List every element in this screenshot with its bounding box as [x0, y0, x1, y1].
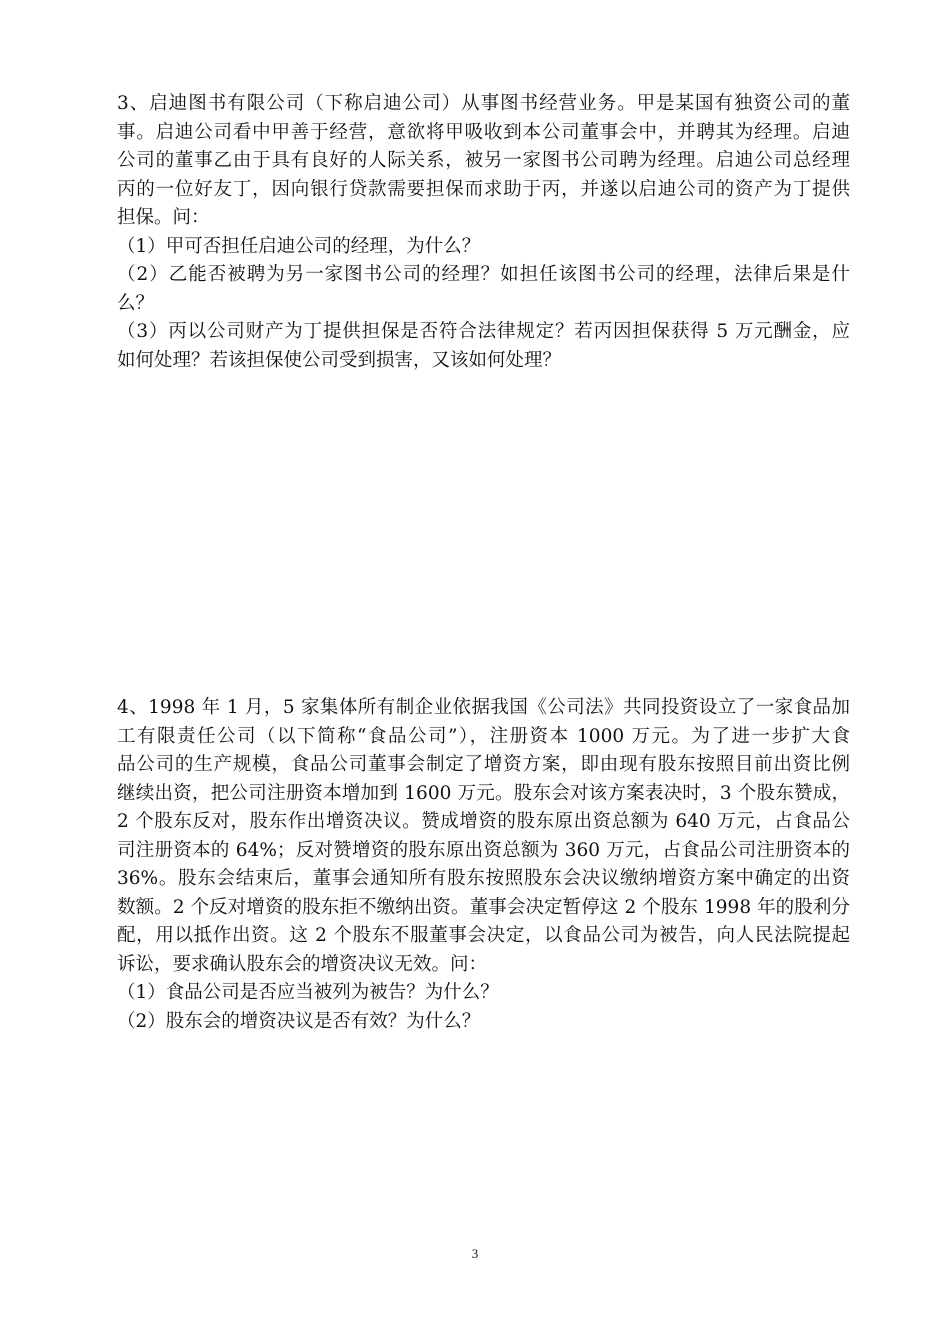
question-4-subquestions: [117, 979, 850, 1036]
text-line: 担保。问：: [117, 207, 210, 228]
text-line: 丙的一位好友丁，因向银行贷款需要担保而求助于丙，并遂以启迪公司的资产为丁提供: [117, 178, 850, 200]
text-line: 工有限责任公司（以下简称“食品公司”），注册资本 1000 万元。为了进一步扩大食: [117, 725, 850, 747]
question-4: [117, 694, 850, 1036]
question-3-subquestions: [117, 233, 850, 376]
question-4-body: [117, 694, 850, 979]
text-line: 事。启迪公司看中甲善于经营，意欲将甲吸收到本公司董事会中，并聘其为经理。启迪: [117, 121, 850, 143]
text-line: 诉讼，要求确认股东会的增资决议无效。问：: [117, 953, 488, 975]
question-3-body: [117, 90, 850, 233]
text-line: 继续出资，把公司注册资本增加到 1600 万元。股东会对该方案表决时，3 个股东赞成，: [117, 782, 850, 804]
subquestion-line: （3）丙以公司财产为丁提供担保是否符合法律规定？若丙因担保获得 5 万元酬金，应: [117, 321, 850, 342]
text-line: 36%。股东会结束后，董事会通知所有股东按照股东会决议缴纳增资方案中确定的出资: [117, 868, 850, 889]
subquestion-line: （1）甲可否担任启迪公司的经理，为什么？: [117, 235, 481, 257]
text-line: 3、启迪图书有限公司（下称启迪公司）从事图书经营业务。甲是某国有独资公司的董: [117, 93, 850, 114]
page-number: 3: [471, 1246, 479, 1261]
subquestion-line: 么？: [117, 292, 155, 314]
subquestion-line: （2）乙能否被聘为另一家图书公司的经理？如担任该图书公司的经理，法律后果是什: [117, 264, 850, 285]
subquestion-line: （1）食品公司是否应当被列为被告？为什么？: [117, 982, 499, 1003]
text-line: 品公司的生产规模，食品公司董事会制定了增资方案，即由现有股东按照目前出资比例: [117, 754, 850, 775]
text-line: 司注册资本的 64%；反对赞增资的股东原出资总额为 360 万元，占食品公司注册资本的: [117, 839, 850, 861]
text-line: 配，用以抵作出资。这 2 个股东不服董事会决定，以食品公司为被告，向人民法院提起: [117, 925, 850, 946]
text-line: 公司的董事乙由于具有良好的人际关系，被另一家图书公司聘为经理。启迪公司总经理: [117, 150, 850, 171]
text-line: 数额。2 个反对增资的股东拒不缴纳出资。董事会决定暂停这 2 个股东 1998 年的股利分: [117, 896, 850, 918]
question-3: [117, 90, 850, 375]
subquestion-line: 如何处理？若该担保使公司受到损害，又该如何处理？: [117, 349, 562, 371]
subquestion-line: （2）股东会的增资决议是否有效？为什么？: [117, 1010, 481, 1032]
text-line: 4、1998 年 1 月，5 家集体所有制企业依据我国《公司法》共同投资设立了一家食品加: [117, 697, 850, 718]
text-line: 2 个股东反对，股东作出增资决议。赞成增资的股东原出资总额为 640 万元，占食品公: [117, 811, 850, 832]
